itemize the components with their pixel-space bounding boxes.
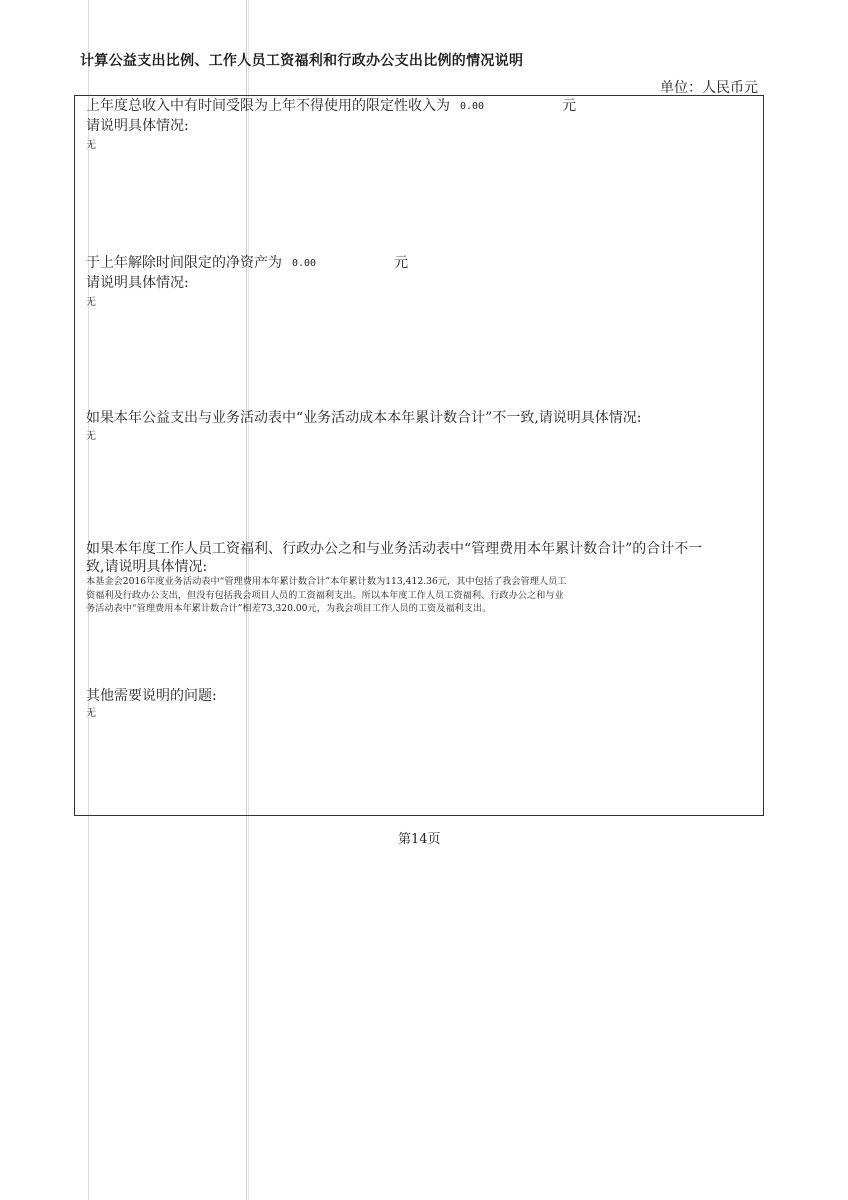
answer-line: 务活动表中“管理费用本年累计数合计”相差73,320.00元，为我会项目工作人员的工资及福利支出。: [86, 603, 492, 614]
currency-unit: 单位：人民币元: [660, 80, 758, 96]
answer-line: 本基金会2016年度业务活动表中“管理费用本年累计数合计”本年累计数为113,412.36元，其中包括了我会管理人员工: [86, 576, 567, 587]
admin-expense-discrepancy-question-line1: 如果本年度工作人员工资福利、行政办公之和与业务活动表中“管理费用本年累计数合计”的合计不一: [86, 541, 703, 557]
restricted-income-value: 0.00: [460, 101, 485, 112]
released-net-assets-unit: 元: [394, 255, 409, 271]
restricted-income-label: 上年度总收入中有时间受限为上年不得使用的限定性收入为: [86, 98, 450, 114]
other-issues-question: 其他需要说明的问题:: [86, 688, 217, 704]
restricted-income-prompt: 请说明具体情况:: [86, 118, 189, 134]
other-issues-answer: 无: [86, 708, 96, 719]
released-net-assets-label: 于上年解除时间限定的净资产为: [86, 255, 282, 271]
admin-expense-discrepancy-question-line2: 致,请说明具体情况:: [86, 559, 208, 575]
released-net-assets-statement: [86, 254, 408, 273]
page-number: 第14页: [398, 832, 441, 847]
restricted-income-answer: 无: [86, 140, 96, 151]
released-net-assets-prompt: 请说明具体情况:: [86, 275, 189, 291]
released-net-assets-value: 0.00: [292, 258, 317, 269]
restricted-income-statement: [86, 97, 576, 116]
answer-line: 资福利及行政办公支出，但没有包括我会项目人员的工资福利支出。所以本年度工作人员工资福利、行政办公之和与业: [86, 589, 564, 601]
public-welfare-discrepancy-answer: 无: [86, 431, 96, 442]
admin-expense-discrepancy-answer: [86, 575, 716, 616]
released-net-assets-answer: 无: [86, 297, 96, 308]
document-title: 计算公益支出比例、工作人员工资福利和行政办公支出比例的情况说明: [80, 53, 524, 69]
public-welfare-discrepancy-question: 如果本年公益支出与业务活动表中“业务活动成本本年累计数合计”不一致,请说明具体情况:: [86, 410, 642, 426]
restricted-income-unit: 元: [562, 98, 577, 114]
explanation-frame: [74, 95, 764, 816]
